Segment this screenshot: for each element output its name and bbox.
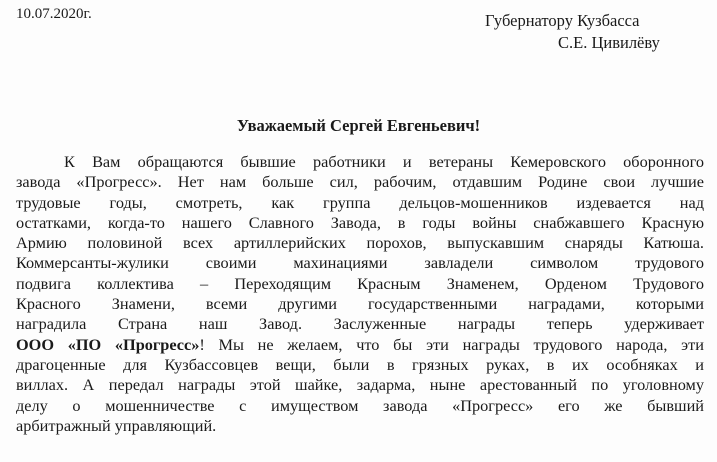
body-line: Коммерсанты-жулики своими махинациями завладели символом трудового <box>16 253 704 273</box>
salutation: Уважаемый Сергей Евгеньевич! <box>236 116 481 135</box>
body-line-tail: ! Мы не желаем, что бы эти награды трудового народа, эти <box>199 334 704 354</box>
addressee-block <box>485 10 695 54</box>
body-line: подвига коллектива – Переходящим Красным Знаменем, Орденом Трудового <box>16 273 704 293</box>
letter-body <box>16 152 704 436</box>
body-line: наградила Страна наш Завод. Заслуженные награды теперь удерживает <box>16 314 704 334</box>
body-line: делу о мошенничестве с имуществом завода «Прогресс» его же бывший <box>16 395 704 415</box>
body-line: трудовые годы, смотреть, как группа дельцов-мошенников издевается над <box>16 192 704 212</box>
body-line: арбитражный управляющий. <box>16 415 217 435</box>
company-name: ООО «ПО «Прогресс» <box>16 334 200 354</box>
body-line: виллах. А передал награды этой шайке, задарма, ныне арестованный по уголовному <box>16 375 704 395</box>
body-line-company <box>16 335 704 355</box>
body-line: К Вам обращаются бывшие работники и ветераны Кемеровского оборонного <box>64 152 704 171</box>
body-line: остатками, когда-то нашего Славного Завода, в годы войны снабжавшего Красную <box>16 212 704 232</box>
body-line: Армию половиной всех артиллерийских порохов, выпускавшим снаряды Катюша. <box>16 233 704 253</box>
body-line: Красного Знамени, всеми другими государственными наградами, которыми <box>16 294 704 314</box>
letter-date: 10.07.2020г. <box>16 6 92 22</box>
addressee-name: С.Е. Цивилёву <box>558 33 660 52</box>
body-line: завода «Прогресс». Нет нам больше сил, рабочим, отдавшим Родине свои лучшие <box>16 172 704 192</box>
body-line: драгоценные для Кузбассовцев вещи, были в грязных руках, в их особняках и <box>16 354 704 374</box>
addressee-title: Губернатору Кузбасса <box>485 11 640 30</box>
